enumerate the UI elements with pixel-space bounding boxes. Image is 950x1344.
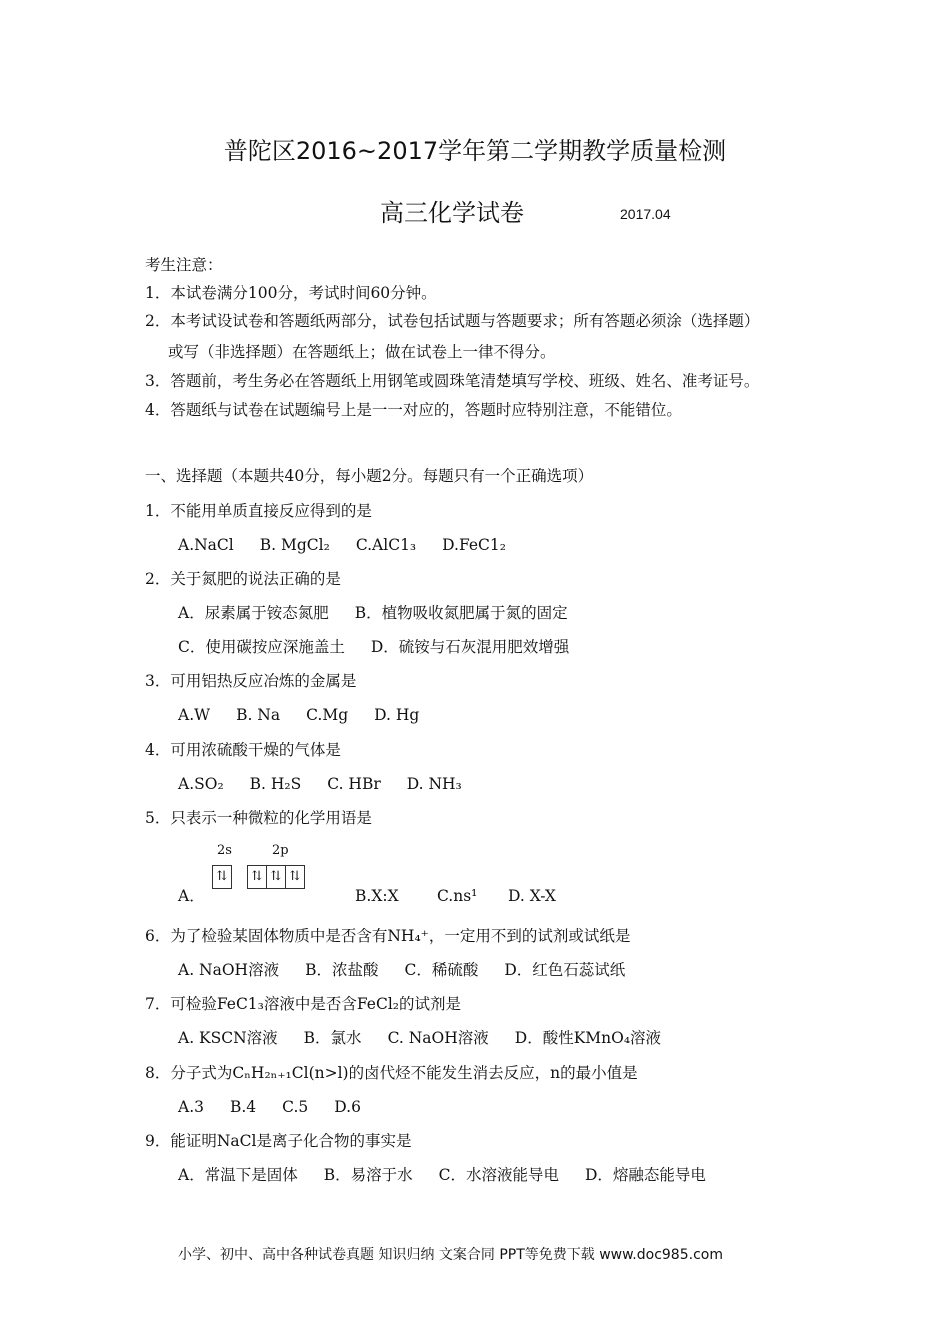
option: B．浓盐酸 xyxy=(305,961,379,979)
question-stem: 1．不能用单质直接反应得到的是 xyxy=(145,502,372,520)
question-options xyxy=(178,1028,687,1048)
electron-pair: ⇅ xyxy=(216,869,228,884)
option: B．植物吸收氮肥属于氮的固定 xyxy=(354,604,568,622)
notice-heading: 考生注意： xyxy=(145,256,223,274)
question-stem: 3．可用铝热反应冶炼的金属是 xyxy=(145,672,357,690)
notice-item: 2．本考试设试卷和答题纸两部分，试卷包括试题与答题要求；所有答题必须涂（选择题） xyxy=(145,312,760,330)
option: A.W xyxy=(178,706,211,724)
option: D. NH₃ xyxy=(406,775,462,793)
exam-date: 2017.04 xyxy=(620,206,671,222)
notice-item: 4．答题纸与试卷在试题编号上是一一对应的，答题时应特别注意，不能错位。 xyxy=(145,401,682,419)
notice-item: 3．答题前，考生务必在答题纸上用钢笔或圆珠笔清楚填写学校、班级、姓名、准考证号。 xyxy=(145,372,760,390)
electron-pair: ⇅ xyxy=(289,869,301,884)
question-stem: 9．能证明NaCl是离子化合物的事实是 xyxy=(145,1132,412,1150)
option: B.4 xyxy=(229,1098,257,1116)
question-stem: 2．关于氮肥的说法正确的是 xyxy=(145,570,341,588)
question-options xyxy=(178,705,445,725)
option: D．红色石蕊试纸 xyxy=(504,961,626,979)
question-stem: 4．可用浓硫酸干燥的气体是 xyxy=(145,741,341,759)
question-options xyxy=(178,1165,732,1185)
option: C．水溶液能导电 xyxy=(438,1166,559,1184)
option: C．使用碳按应深施盖土 xyxy=(178,638,345,656)
question-options xyxy=(178,535,532,555)
option: C.ns¹ xyxy=(437,887,478,905)
question-options xyxy=(178,1097,387,1117)
option: D．熔融态能导电 xyxy=(584,1166,706,1184)
option: A．尿素属于铵态氮肥 xyxy=(178,604,329,622)
exam-title: 普陀区2016~2017学年第二学期教学质量检测 xyxy=(223,137,727,165)
question-options xyxy=(178,637,595,657)
question-options xyxy=(178,603,594,623)
option: D. Hg xyxy=(374,706,420,724)
option: C．稀硫酸 xyxy=(404,961,479,979)
option: D．硫铵与石灰混用肥效增强 xyxy=(370,638,570,656)
notice-item: 1．本试卷满分100分，考试时间60分钟。 xyxy=(145,284,437,302)
option: B.X:X xyxy=(355,887,399,905)
electron-pair: ⇅ xyxy=(248,866,267,888)
option: A.SO₂ xyxy=(178,775,224,793)
option: B. Na xyxy=(236,706,281,724)
question-stem: 7．可检验FeC1₃溶液中是否含FeCl₂的试剂是 xyxy=(145,995,461,1013)
option: A． xyxy=(178,887,205,905)
option: C.5 xyxy=(282,1098,309,1116)
option: C.Mg xyxy=(306,706,349,724)
question-stem: 6．为了检验某固体物质中是否含有NH₄⁺，一定用不到的试剂或试纸是 xyxy=(145,927,631,945)
option: D．酸性KMnO₄溶液 xyxy=(514,1029,662,1047)
notice-item: 或写（非选择题）在答题纸上；做在试卷上一律不得分。 xyxy=(168,343,556,361)
option: B. MgCl₂ xyxy=(259,536,330,554)
question-stem: 8．分子式为CₙH₂ₙ₊₁Cl(n>l)的卤代烃不能发生消去反应，n的最小值是 xyxy=(145,1064,638,1082)
electron-pair: ⇅ xyxy=(267,866,286,888)
option: C. HBr xyxy=(327,775,381,793)
option: B．易溶于水 xyxy=(323,1166,413,1184)
option: A.NaCl xyxy=(178,536,234,554)
orbital-label-2s: 2s xyxy=(217,843,232,858)
question-options xyxy=(178,774,488,794)
question-stem: 5．只表示一种微粒的化学用语是 xyxy=(145,809,372,827)
option: A.3 xyxy=(178,1098,204,1116)
footer-text: 小学、初中、高中各种试卷真题 知识归纳 文案合同 PPT等免费下载 www.doc985.com xyxy=(178,1247,723,1263)
orbital-label-2p: 2p xyxy=(272,843,289,858)
option: B. H₂S xyxy=(249,775,302,793)
option: D. X-X xyxy=(508,887,556,905)
option: A. NaOH溶液 xyxy=(178,961,280,979)
option: C. NaOH溶液 xyxy=(387,1029,489,1047)
option: D.FeC1₂ xyxy=(442,536,506,554)
question-options xyxy=(178,960,651,980)
option: A. KSCN溶液 xyxy=(178,1029,278,1047)
exam-subtitle: 高三化学试卷 xyxy=(380,199,524,227)
option: B．氯水 xyxy=(303,1029,362,1047)
option: C.AlC1₃ xyxy=(355,536,417,554)
option: D.6 xyxy=(334,1098,361,1116)
section-heading: 一、选择题（本题共40分，每小题2分。每题只有一个正确选项） xyxy=(145,467,594,485)
option: A．常温下是固体 xyxy=(178,1166,298,1184)
